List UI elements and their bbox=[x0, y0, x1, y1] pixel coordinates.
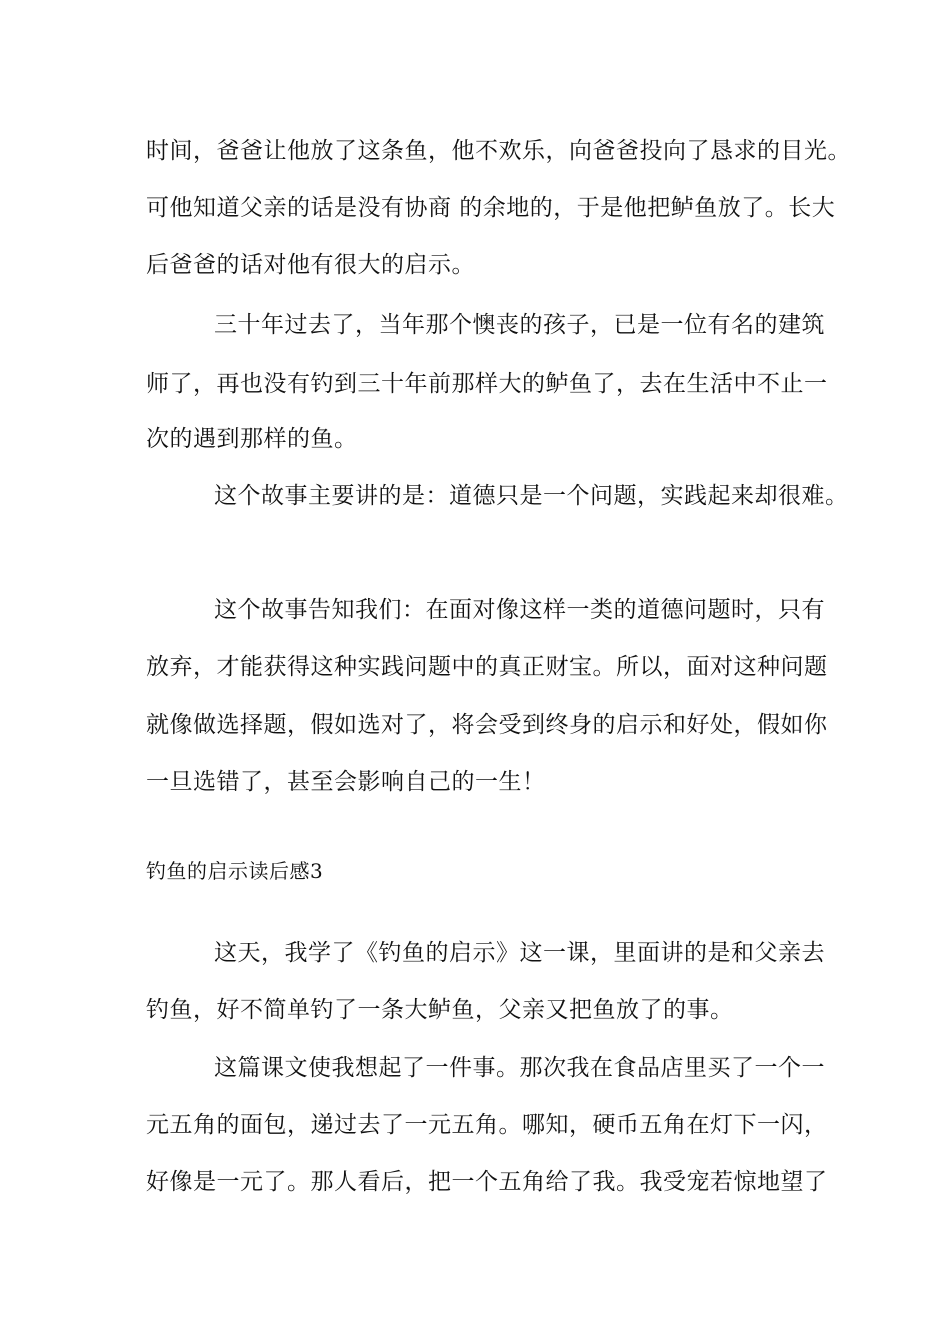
paragraph-line: 次的遇到那样的鱼。 bbox=[146, 426, 358, 452]
paragraph-line: 这个故事主要讲的是：道德只是一个问题，实践起来却很难。 bbox=[214, 483, 849, 509]
paragraph-line: 一旦选错了，甚至会影响自己的一生！ bbox=[146, 769, 546, 795]
paragraph-line: 这个故事告知我们：在面对像这样一类的道德问题时，只有 bbox=[214, 597, 825, 623]
section-title: 钓鱼的启示读后感3 bbox=[146, 859, 324, 883]
paragraph-line: 好像是一元了。那人看后，把一个五角给了我。我受宠若惊地望了 bbox=[146, 1169, 828, 1195]
paragraph-line: 师了，再也没有钓到三十年前那样大的鲈鱼了，去在生活中不止一 bbox=[146, 371, 828, 397]
paragraph-line: 这篇课文使我想起了一件事。那次我在食品店里买了一个一 bbox=[214, 1055, 825, 1081]
paragraph-line: 后爸爸的话对他有很大的启示。 bbox=[146, 252, 475, 278]
paragraph-line: 这天，我学了《钓鱼的启示》这一课，里面讲的是和父亲去 bbox=[214, 940, 825, 966]
paragraph-line: 就像做选择题，假如选对了，将会受到终身的启示和好处，假如你 bbox=[146, 712, 828, 738]
paragraph-line: 放弃，才能获得这种实践问题中的真正财宝。所以，面对这种问题 bbox=[146, 654, 828, 680]
paragraph-line: 钓鱼，好不简单钓了一条大鲈鱼，父亲又把鱼放了的事。 bbox=[146, 997, 734, 1023]
paragraph-line: 三十年过去了，当年那个懊丧的孩子，已是一位有名的建筑 bbox=[214, 312, 825, 338]
paragraph-line: 时间，爸爸让他放了这条鱼，他不欢乐，向爸爸投向了恳求的目光。 bbox=[146, 138, 851, 164]
paragraph-line: 元五角的面包，递过去了一元五角。哪知，硬币五角在灯下一闪， bbox=[146, 1112, 828, 1138]
paragraph-line: 可他知道父亲的话是没有协商 的余地的，于是他把鲈鱼放了。长大 bbox=[146, 195, 836, 221]
